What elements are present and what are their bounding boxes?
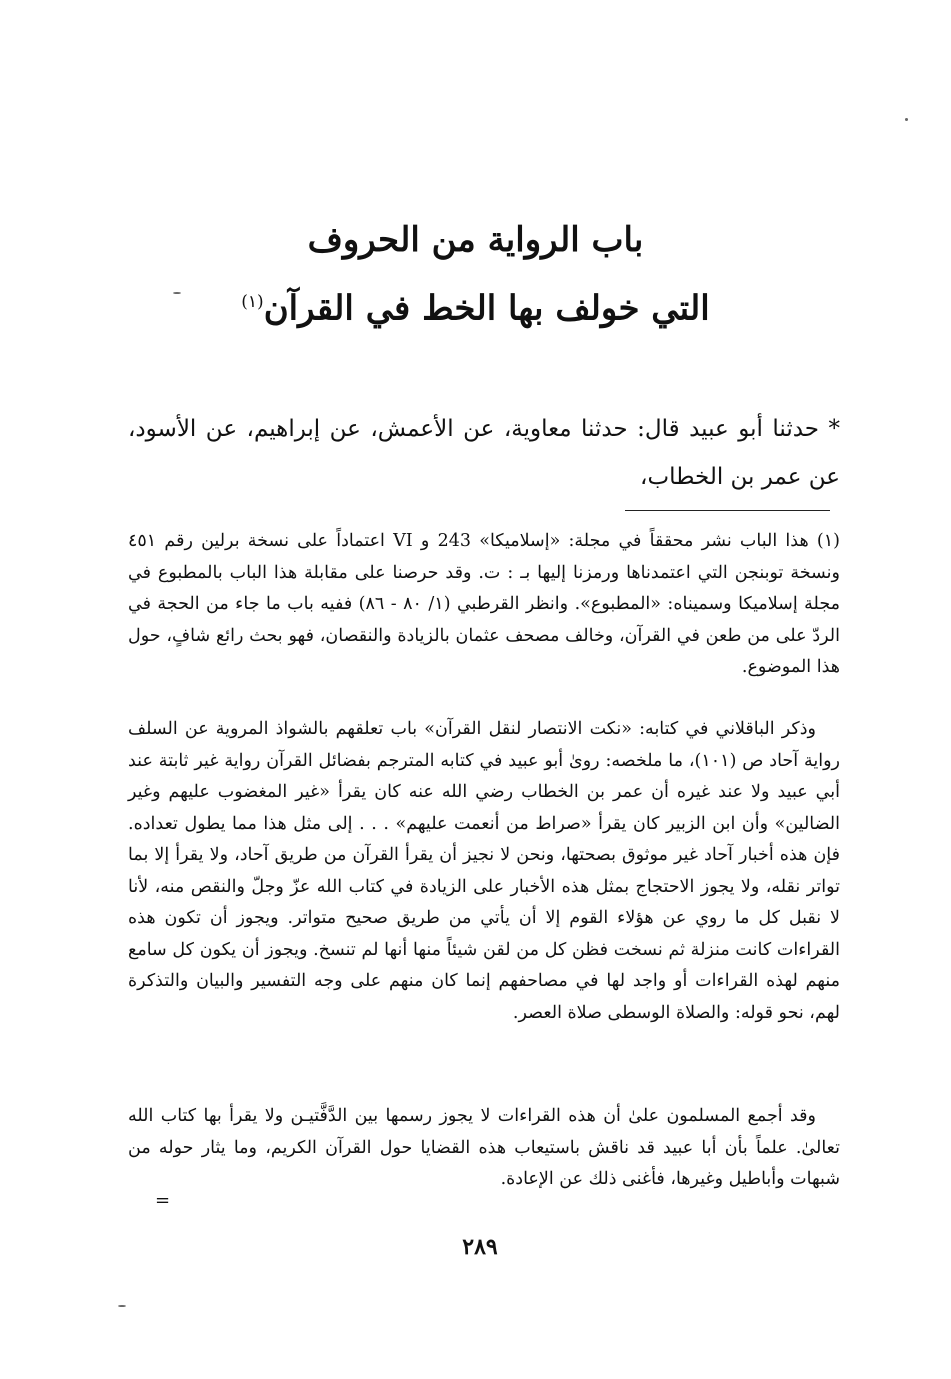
page-number: ٢٨٩ — [462, 1234, 498, 1260]
scan-speck — [118, 1305, 126, 1307]
continuation-mark: = — [155, 1190, 171, 1211]
footnote-paragraph-2-text: وذكر الباقلاني في كتابه: «نكت الانتصار لنقل القرآن» باب تعلقهم بالشواذ المروية عن السلف رواية آحاد ص (١٠١)، ما ملخصه: روىٰ أبو عبيد في كتابه المترجم بفضائل القرآن رواية غير ثابتة عند أبي عبيد ولا عند غيره أن عمر بن الخطاب رضي الله عنه كان يقرأ «غير المغضوب عليهم وغير الضالين» وأن ابن الزبير كان يقرأ «صراط من أنعمت عليهم» . . . إلى مثل هذا مما يطول تعداده. فإن هذه أخبار آحاد غير موثوق بصحتها، ونحن لا نجيز أن يقرأ القرآن من طريق آحاد، ولا يقرأ إلا بما تواتر نقله، ولا يجوز الاحتجاج بمثل هذه الأخبار على الزيادة في كتاب الله عزّ وجلّ والنقص منه، لأنا لا نقبل كل ما روي عن هؤلاء القوم إلا أن يأتي من طريق صحيح متواتر. ويجوز أن تكون هذه القراءات كانت منزلة ثم نسخت فظن كل من لقن شيئاً منها أنها لم تنسخ. ويجوز أن يكون كل سامع منهم لهذه القراءات أو واجد لها في مصاحفهم إنما كان منهم على وجه التفسير والبيان والتذكرة لهم، نحو قوله: والصلاة الوسطى صلاة العصر. — [128, 719, 841, 1023]
footnote-1: (١) هذا الباب نشر محققاً في مجلة: «إسلاميكا» 243 و VI اعتماداً على نسخة برلين رقم ٤٥١ ونسخة توبنجن التي اعتمدناها ورمزنا إليها بـ : ت. وقد حرصنا على مقابلة هذا الباب بالمطبوع في مجلة إسلاميكا وسميناه: «المطبوع». وانظر القرطبي (١/ ٨٠ - ٨٦) ففيه باب ما جاء من الحجة في الردّ على من طعن في القرآن، وخالف مصحف عثمان بالزيادة والنقصان، فهو بحث رائع شافٍ، حول هذا الموضوع. — [128, 531, 840, 677]
scan-speck — [905, 118, 908, 121]
footnote-paragraph-2 — [128, 714, 840, 1029]
footnote-separator — [625, 510, 830, 511]
footnote-paragraph-3-text: وقد أجمع المسلمون علىٰ أن هذه القراءات لا يجوز رسمها بين الدَّفَّتيـن ولا يقرأ بها كتاب الله تعالىٰ. علماً بأن أبا عبيد قد ناقش باستيعاب هذه القضايا حول القرآن الكريم، وما يثار حوله من شبهات وأباطيل وغيرها، فأغنى ذلك عن الإعادة. — [128, 1106, 840, 1189]
footnote-paragraph-3 — [128, 1101, 840, 1196]
narration-paragraph: * حدثنا أبو عبيد قال: حدثنا معاوية، عن الأعمش، عن إبراهيم، عن الأسود، عن عمر بن الخطاب، — [128, 416, 840, 490]
scan-speck — [173, 292, 181, 294]
chapter-title-line-2 — [150, 282, 801, 328]
chapter-title-text: التي خولف بها الخط في القرآن — [263, 288, 710, 329]
footnote-reference-marker: (١) — [241, 292, 264, 312]
chapter-title-line-1: باب الرواية من الحروف — [307, 220, 644, 260]
